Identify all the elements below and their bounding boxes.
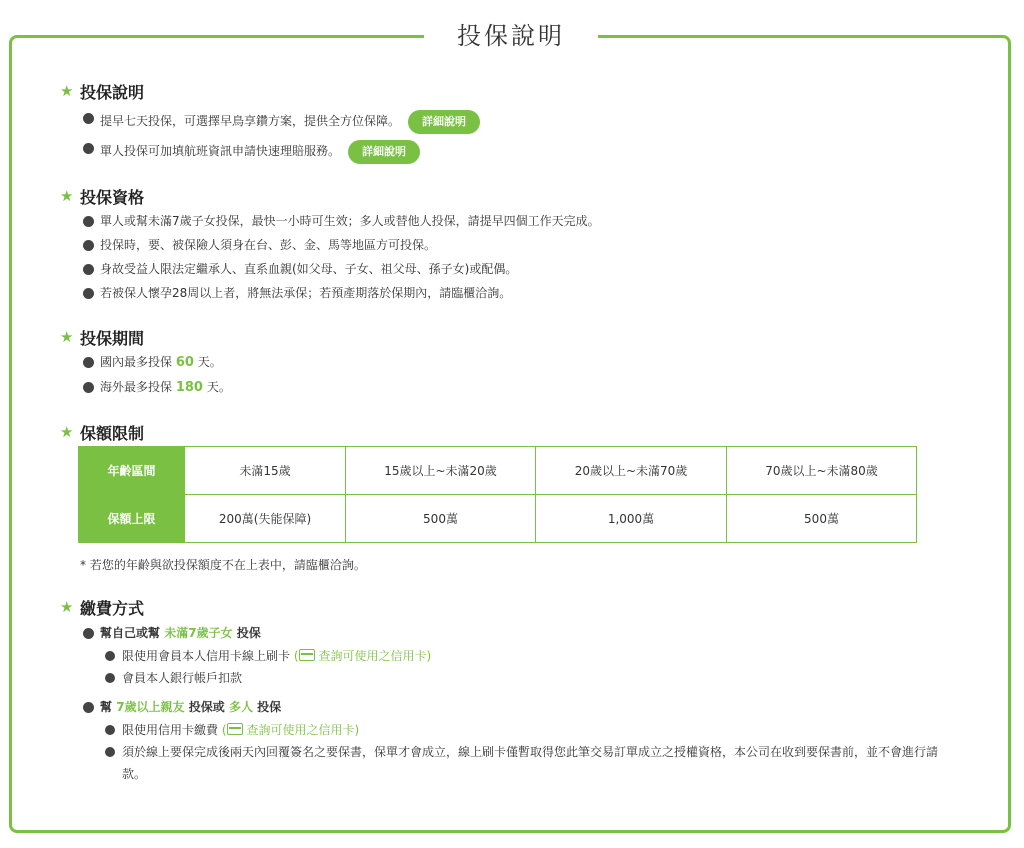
details-button[interactable]: 詳細說明 — [408, 110, 480, 134]
table-cell: 15歲以上~未滿20歲 — [346, 447, 536, 495]
list-item: 單人或幫未滿7歲子女投保，最快一小時可生效；多人或替他人投保，請提早四個工作天完成。 — [60, 209, 960, 233]
card-query-link[interactable]: ( 查詢可使用之信用卡) — [221, 723, 360, 737]
item-text: 投保 — [236, 626, 261, 640]
star-icon: ★ — [60, 82, 74, 100]
item-text: 投保 — [257, 700, 282, 714]
star-icon: ★ — [60, 423, 74, 441]
item-text: 投保或 — [188, 700, 225, 714]
credit-card-icon — [299, 649, 315, 661]
payment-group-1 — [60, 621, 960, 645]
section-title: 投保資格 — [80, 187, 145, 207]
section-period — [60, 326, 960, 400]
list-item: 投保時，要、被保險人須身在台、彭、金、馬等地區方可投保。 — [60, 233, 960, 257]
item-text: 國內最多投保 — [100, 355, 173, 369]
list-item: 身故受益人限法定繼承人、直系血親(如父母、子女、祖父母、孫子女)或配偶。 — [60, 257, 960, 281]
item-text: 幫 — [100, 700, 113, 714]
section-title: 投保說明 — [80, 82, 145, 102]
table-cell: 500萬 — [346, 495, 536, 543]
item-text: 海外最多投保 — [100, 380, 173, 394]
credit-card-icon — [227, 723, 243, 735]
list-item — [60, 106, 960, 136]
list-item: 須於線上要保完成後兩天內回覆簽名之要保書，保單才會成立，線上刷卡僅暫取得您此筆交易訂單成立之授權資格，本公司在收到要保書前，並不會進行請款。 — [60, 741, 952, 785]
list-item-domestic — [60, 350, 960, 375]
table-row — [79, 495, 917, 543]
item-text: 單人投保可加填航班資訊申請快速理賠服務。 — [100, 144, 341, 158]
list-item — [60, 719, 960, 741]
section-payment — [60, 596, 960, 785]
table-note: * 若您的年齡與欲投保額度不在上表中，請臨櫃洽詢。 — [80, 558, 366, 572]
table-cell: 未滿15歲 — [185, 447, 346, 495]
item-text: 天。 — [197, 355, 222, 369]
highlight-text: 多人 — [228, 700, 253, 714]
page-title: 投保說明 — [424, 14, 598, 58]
table-cell: 20歲以上~未滿70歲 — [536, 447, 727, 495]
table-cell: 200萬(失能保障) — [185, 495, 346, 543]
list-item-overseas — [60, 375, 960, 400]
table-cell: 70歲以上~未滿80歲 — [727, 447, 917, 495]
days-value: 60 — [175, 355, 194, 370]
list-item: 會員本人銀行帳戶扣款 — [60, 667, 960, 689]
details-button[interactable]: 詳細說明 — [348, 140, 420, 164]
highlight-text: 7歲以上親友 — [116, 700, 185, 714]
item-text: 限使用會員本人信用卡線上刷卡 — [122, 649, 291, 663]
table-row — [79, 447, 917, 495]
section-title: 投保期間 — [80, 328, 145, 348]
star-icon: ★ — [60, 187, 74, 205]
row-header: 年齡區間 — [79, 447, 185, 495]
item-text: 幫自己或幫 — [100, 626, 161, 640]
row-header: 保額上限 — [79, 495, 185, 543]
card-query-link[interactable]: ( 查詢可使用之信用卡) — [293, 649, 432, 663]
section-insurance-info — [60, 80, 960, 166]
item-text: 限使用信用卡繳費 — [122, 723, 219, 737]
section-eligibility — [60, 185, 960, 305]
table-cell: 500萬 — [727, 495, 917, 543]
section-title: 繳費方式 — [80, 598, 145, 618]
star-icon: ★ — [60, 598, 74, 616]
section-coverage-limit — [60, 421, 960, 443]
list-item — [60, 136, 960, 166]
highlight-text: 未滿7歲子女 — [164, 626, 233, 640]
section-title: 保額限制 — [80, 423, 145, 443]
table-cell: 1,000萬 — [536, 495, 727, 543]
item-text: 天。 — [206, 380, 231, 394]
list-item — [60, 645, 960, 667]
item-text: 提早七天投保，可選擇早鳥享鑽方案，提供全方位保障。 — [100, 114, 401, 128]
star-icon: ★ — [60, 328, 74, 346]
list-item: 若被保人懷孕28周以上者，將無法承保；若預產期落於保期內，請臨櫃洽詢。 — [60, 281, 960, 305]
payment-group-2 — [60, 695, 960, 719]
days-value: 180 — [175, 380, 203, 395]
coverage-limit-table — [78, 446, 917, 543]
